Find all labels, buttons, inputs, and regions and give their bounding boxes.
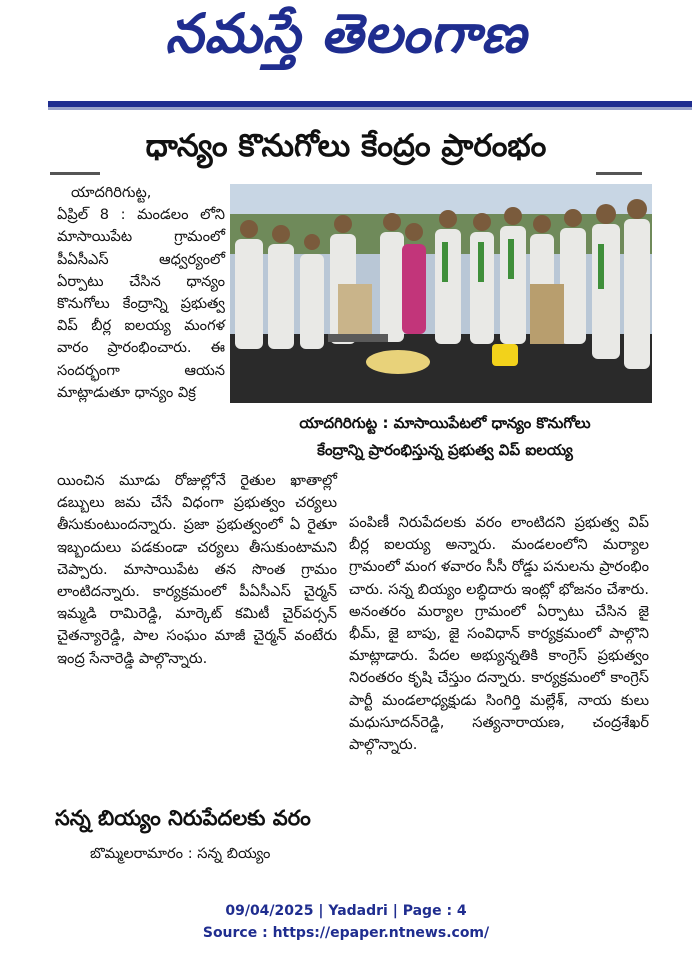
- caption-line-2: కేంద్రాన్ని ప్రారంభిస్తున్న ప్రభుత్వ విప్ ఐలయ్య: [317, 441, 573, 459]
- photo-illustration: [230, 184, 652, 403]
- newspaper-logo: నమస్తే తెలంగాణ: [165, 2, 527, 65]
- article-column-c: [349, 512, 649, 756]
- article-column-b: [57, 470, 337, 670]
- second-article-dateline: బొమ్మలరామారం : సన్న బియ్యం: [90, 845, 271, 862]
- dateline: యాదగిరిగుట్ట,: [71, 184, 152, 201]
- footer-source-link[interactable]: Source : https://epaper.ntnews.com/: [202, 925, 490, 941]
- caption-line-1: యాదగిరిగుట్ట : మాసాయిపేటలో ధాన్యం కొనుగోలు: [299, 414, 591, 432]
- column-b-text: యించిన మూడు రోజుల్లోనే రైతుల ఖాతాల్లో డబ్బులు జమ చేసే విధంగా ప్రభుత్వం చర్యలు తీసుకుంటుందన్నారు. ప్రజా ప్రభుత్వంలో ఏ రైతూ ఇబ్బందులు పడకుండా చర్యలు తీసుకుంటామని చెప్పారు. మాసాయిపేట తన సొంత గ్రామం లాంటిదన్నారు. కార్యక్రమంలో పీఏసీఎస్ చైర్మన్ ఇమ్మడి రామిరెడ్డి, మార్కెట్ కమిటీ చైర్‌పర్సన్ చైతన్యారెడ్డి, పాల సంఘం మాజీ చైర్మన్ వంటేరు ఇంద్ర సేనారెడ్డి పాల్గొన్నారు.: [57, 472, 337, 667]
- headline-rule-right: [596, 172, 642, 175]
- column-a-text: ఏప్రిల్ 8 : మండలం లోని మాసాయిపేట గ్రామంలో పీఏసీఎస్ ఆధ్వర్యంలో ఏర్పాటు చేసిన ధాన్యం కొనుగోలు కేంద్రాన్ని ప్రభుత్వ విప్ బీర్ల ఐలయ్య మంగళ వారం ప్రారంభించారు. ఈ సందర్భంగా ఆయన మాట్లాడుతూ ధాన్యం విక్ర: [57, 206, 225, 401]
- footer-date-edition: 09/04/2025 | Yadadri | Page : 4: [225, 903, 467, 919]
- article-headline: ధాన్యం కొనుగోలు కేంద్రం ప్రారంభం: [145, 128, 547, 164]
- second-article-headline: సన్న బియ్యం నిరుపేదలకు వరం: [55, 806, 311, 830]
- masthead-rule-shadow: [48, 107, 692, 110]
- article-column-a: [57, 182, 225, 404]
- column-c-text: పంపిణీ నిరుపేదలకు వరం లాంటిదని ప్రభుత్వ విప్ బీర్ల ఐలయ్య అన్నారు. మండలంలోని మర్యాల గ్రామంలో మంగ ళవారం సీసీ రోడ్డు పనులను ప్రారంభిం చారు. సన్న బియ్యం లబ్ధిదారు ఇంట్లో భోజనం చేశారు. అనంతరం మర్యాల గ్రామంలో ఏర్పాటు చేసిన జై భీమ్, జై బాపు, జై సంవిధాన్ కార్యక్రమంలో పాల్గొని మాట్లాడారు. పేదల అభ్యున్నతికి కాంగ్రెస్ ప్రభుత్వం నిరంతరం కృషి చేస్తుం దన్నారు. కార్యక్రమంలో కాంగ్రెస్ పార్టీ మండలాధ్యక్షుడు సింగిర్తి మల్లేశ్, నాయ కులు మధుసూదన్‌రెడ్డి, సత్యనారాయణ, చంద్రశేఖర్ పాల్గొన్నారు.: [349, 514, 649, 754]
- photo-caption: [250, 410, 640, 464]
- masthead: [0, 0, 692, 100]
- news-photo: [230, 184, 652, 403]
- headline-rule-left: [50, 172, 100, 175]
